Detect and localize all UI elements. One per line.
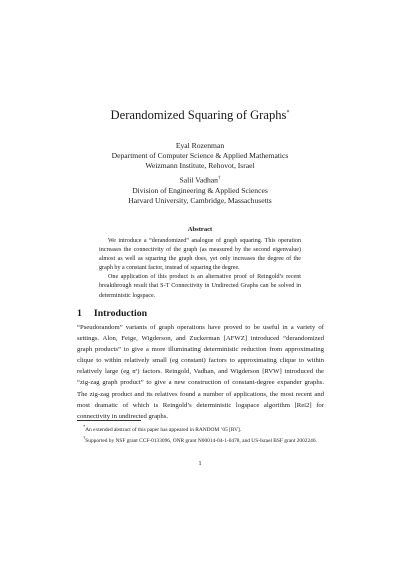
title-footnote-mark: * [286,109,290,116]
abstract-body [99,237,301,301]
abstract-paragraph: We introduce a “derandomized” analogue of graph squaring. This operation increases the connectivity of the graph (as measured by the second eigenvalue) almost as well as squaring the graph does, yet only increases the degree of the graph by a constant factor, instead of squaring the degree. [99,238,301,272]
footnote-text: An extended abstract of this paper has appeared in RANDOM ’05 [RV]. [85,426,242,433]
section-number: 1 [77,308,82,319]
footnotes [77,423,324,445]
section-body [77,322,324,422]
footnote-mark: * [83,424,86,429]
author-affiliation: Department of Computer Science & Applied Mathematics [111,151,289,160]
section-title: Introduction [93,308,148,319]
paper-title [0,108,400,123]
author-block-1 [0,141,400,171]
author-name: Salil Vadhan [179,175,218,185]
author-affiliation: Weizmann Institute, Rehovot, Israel [145,161,255,170]
footnote-text: Supported by NSF grant CCF-0133096, ONR grant N00014-04-1-0478, and US-Israel BSF grant 2002246. [85,437,317,444]
author-block-2 [0,174,400,206]
footnote [77,423,324,434]
body-paragraph: “Pseudorandom” variants of graph operations have proved to be useful in a variety of settings. Alon, Feige, Wigderson, and Zuckerman [AFWZ] introduced “derandomized graph products” to give a more illuminating deterministic reduction from approximating clique to within relatively small (eg constant) factors to approximating clique to within relatively large (eg nᵋ) factors. Reingold, Vadhan, and Wigderson [RVW] introduced the “zig-zag graph product” to give a new construction of constant-degree expander graphs. The zig-zag product and its relatives found a number of applications, the most recent and most dramatic of which is Reingold’s deterministic logspace algorithm [Rei2] for connectivity in undirected graphs. [77,324,324,420]
footnote-mark: † [83,435,86,440]
paper-title-text: Derandomized Squaring of Graphs [110,108,287,122]
footnote [77,434,324,445]
section-heading [77,308,147,319]
abstract-heading: Abstract [187,226,213,233]
author-affiliation: Division of Engineering & Applied Sciences [132,185,268,195]
page-number: 1 [198,460,202,467]
author-affiliation: Harvard University, Cambridge, Massachusetts [128,195,272,205]
author-name: Eyal Rozenman [175,141,225,150]
footnote-rule [77,420,141,421]
abstract-paragraph: One application of this product is an alternative proof of Reingold’s recent breakthrough result that S-T Connectivity in Undirected Graphs can be solved in deterministic logspace. [99,274,301,299]
author-footnote-mark: † [217,176,221,181]
author-name-line [0,174,400,186]
